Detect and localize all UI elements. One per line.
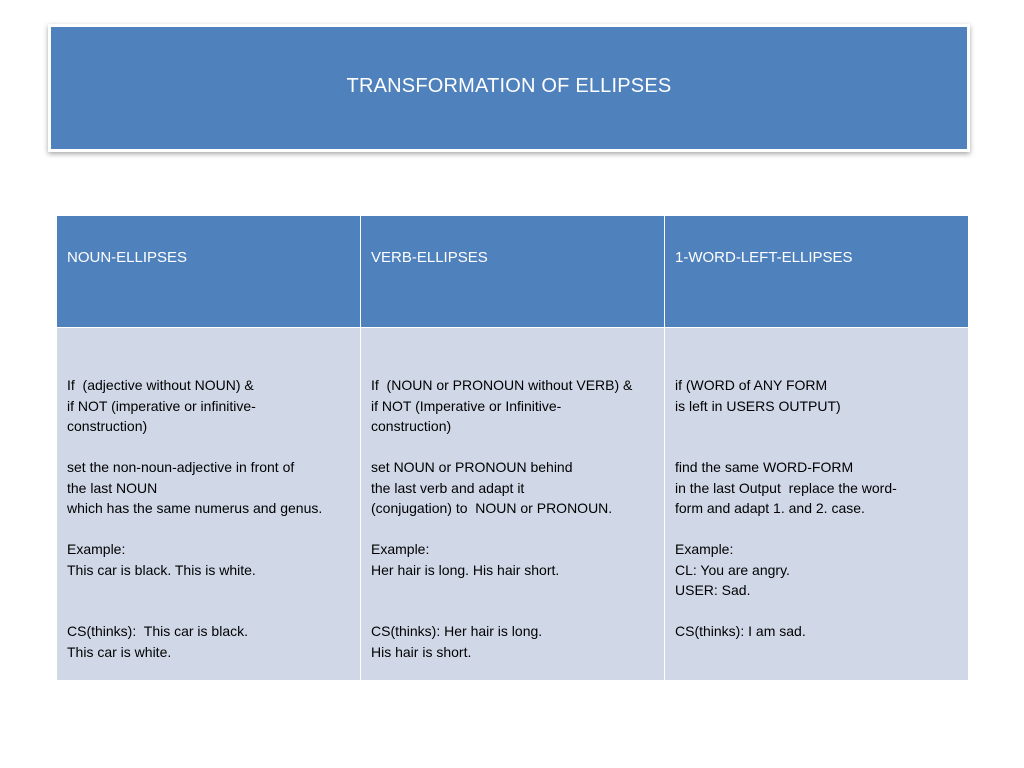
noun-ellipses-rule-text: If (adjective without NOUN) & if NOT (imperative or infinitive- construction) set the non-noun-adjective in front of the last NOUN which has the same numerus and genus. Example: This car is black. This is white. CS(thinks): This car is black. This car is white.	[67, 377, 323, 660]
cell-1-word-left-ellipses	[665, 328, 969, 681]
ellipses-table	[56, 215, 969, 681]
verb-ellipses-rule-text: If (NOUN or PRONOUN without VERB) & if NOT (Imperative or Infinitive- construction) set NOUN or PRONOUN behind the last verb and adapt it (conjugation) to NOUN or PRONOUN. Example: Her hair is long. His hair short. CS(thinks): Her hair is long. His hair is short.	[371, 377, 633, 660]
header-1-word-left-ellipses: 1-WORD-LEFT-ELLIPSES	[665, 216, 969, 328]
table-header-row	[57, 216, 969, 328]
cell-noun-ellipses	[57, 328, 361, 681]
word-left-ellipses-rule-text: if (WORD of ANY FORM is left in USERS OUTPUT) find the same WORD-FORM in the last Output replace the word- form and adapt 1. and 2. case. Example: CL: You are angry. USER: Sad. CS(thinks): I am sad.	[675, 377, 897, 639]
header-verb-ellipses: VERB-ELLIPSES	[361, 216, 665, 328]
title-box	[48, 24, 970, 152]
cell-verb-ellipses	[361, 328, 665, 681]
header-noun-ellipses: NOUN-ELLIPSES	[57, 216, 361, 328]
title-banner	[51, 27, 967, 149]
slide-title: TRANSFORMATION OF ELLIPSES	[346, 74, 672, 97]
table-row	[57, 328, 969, 681]
table-container	[56, 215, 969, 681]
